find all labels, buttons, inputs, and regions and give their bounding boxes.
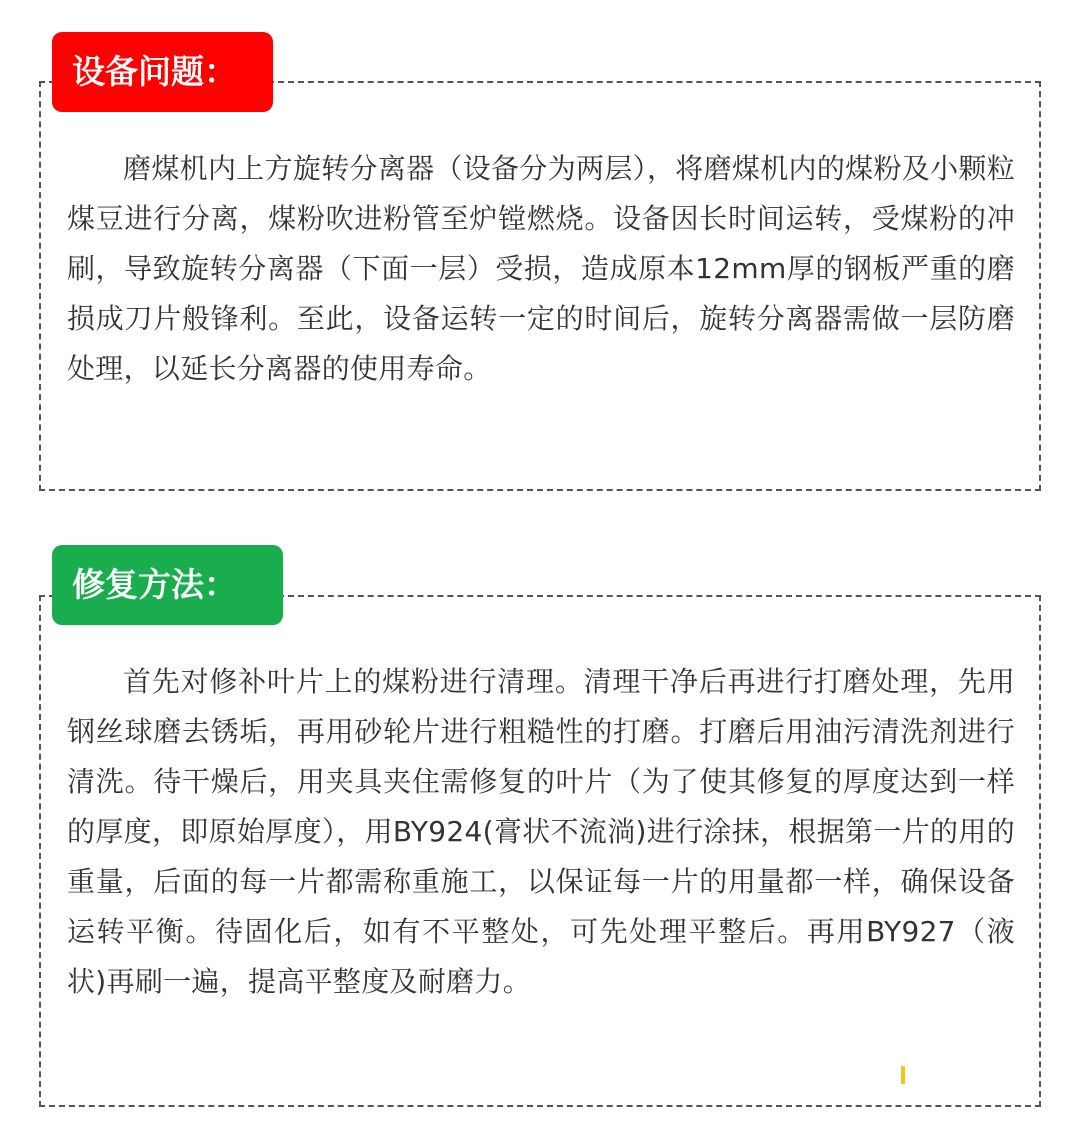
equipment-problem-text: 磨煤机内上方旋转分离器（设备分为两层），将磨煤机内的煤粉及小颗粒煤豆进行分离，煤粉吹进粉管至炉镗燃烧。设备因长时间运转，受煤粉的冲刷，导致旋转分离器（下面一层）受损，造成原本12mm厚的钢板严重的磨损成刀片般锋利。至此，设备运转一定的时间后，旋转分离器需做一层防磨处理，以延长分离器的使用寿命。	[67, 152, 1015, 385]
repair-method-title: 修复方法：	[52, 545, 283, 625]
repair-method-text: 首先对修补叶片上的煤粉进行清理。清理干净后再进行打磨处理，先用钢丝球磨去锈垢，再用砂轮片进行粗糙性的打磨。打磨后用油污清洗剂进行清洗。待干燥后，用夹具夹住需修复的叶片（为了使其修复的厚度达到一样的厚度，即原始厚度），用BY924(膏状不流淌)进行涂抹，根据第一片的用的重量，后面的每一片都需称重施工，以保证每一片的用量都一样，确保设备运转平衡。待固化后，如有不平整处，可先处理平整后。再用BY927（液状)再刷一遍，提高平整度及耐磨力。	[67, 665, 1015, 998]
equipment-problem-title: 设备问题：	[52, 32, 273, 112]
text-cursor-mark	[901, 1066, 905, 1084]
